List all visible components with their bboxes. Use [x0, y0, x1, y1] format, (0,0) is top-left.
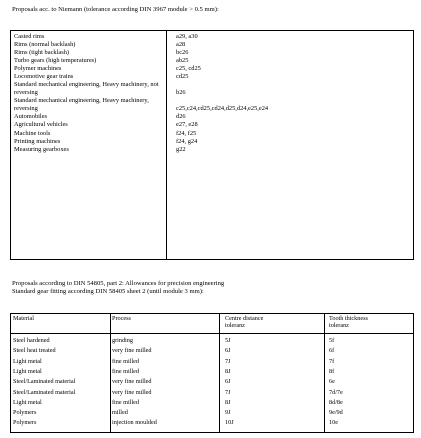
table-row	[11, 33, 413, 41]
material-cell: Light metal	[13, 398, 42, 406]
process-cell: very fine milled	[112, 388, 152, 396]
application-cell: Casted rims	[14, 33, 45, 40]
process-cell: very fine milled	[112, 347, 152, 355]
tooth-thickness-cell: 9e/9d	[329, 409, 343, 417]
material-cell: Polymers	[13, 409, 37, 417]
material-cell: Light metal	[13, 367, 42, 375]
material-cell: Steel/Laminated material	[13, 388, 76, 396]
process-cell: grinding	[112, 337, 133, 344]
table-row	[11, 57, 413, 65]
centre-distance-cell: 9J	[225, 409, 231, 417]
application-cell: Rims (normal backlash)	[14, 41, 76, 48]
application-cell: Rims (tight backlash)	[14, 49, 70, 56]
process-cell: fine milled	[112, 367, 139, 375]
tolerance-cell: c25, cd25	[176, 65, 201, 72]
table-row	[11, 49, 413, 57]
tooth-thickness-cell: 10e	[329, 419, 338, 427]
application-cell: Standard mechanical engineering, Heavy machinery, reversing	[14, 97, 149, 113]
centre-distance-cell: 10J	[225, 419, 234, 427]
tolerance-cell: c25,c24,cd25,cd24,d25,d24,e25,e24	[176, 105, 269, 112]
header-process: Process	[112, 315, 131, 322]
table-row	[11, 138, 413, 146]
application-cell: Machine tools	[14, 130, 51, 137]
application-cell: Standard mechanical engineering, Heavy machinery, not reversing	[14, 81, 159, 97]
material-cell: Light metal	[13, 357, 42, 365]
tooth-thickness-cell: 6f	[329, 347, 335, 355]
header-material: Material	[13, 315, 34, 322]
table-row	[11, 146, 413, 154]
centre-distance-cell: 7J	[225, 357, 231, 365]
section2-heading-line1: Proposals according to DIN 54805, part 2: Allowances for precision engineering	[12, 280, 225, 287]
tooth-thickness-cell: 8f	[329, 367, 335, 375]
application-cell: Printing machines	[14, 138, 61, 145]
process-cell: fine milled	[112, 357, 139, 365]
application-cell: Agricultural vehicles	[14, 121, 68, 128]
din-58405-tolerance-table	[10, 313, 414, 433]
column-divider	[219, 314, 220, 432]
process-cell: milled	[112, 409, 128, 417]
centre-distance-cell: 6J	[225, 347, 231, 355]
tolerance-cell: a28	[176, 41, 186, 48]
tooth-thickness-cell: 5f	[329, 337, 335, 344]
application-cell: Automobiles	[14, 113, 48, 120]
process-cell: very fine milled	[112, 378, 152, 386]
material-cell: Steel heat treated	[13, 347, 56, 355]
application-cell: Measuring gearboxes	[14, 146, 69, 153]
table-row	[11, 113, 413, 121]
centre-distance-cell: 7J	[225, 388, 231, 396]
application-cell: Turbo gears (high temperatures)	[14, 57, 97, 64]
tolerance-cell: g22	[176, 146, 186, 153]
header-centre-distance: Centre distance toleranz	[225, 315, 264, 329]
process-cell: injection moulded	[112, 419, 157, 427]
tooth-thickness-cell: 7d/7e	[329, 388, 343, 396]
application-cell: Locomotive gear trains	[14, 73, 74, 80]
tooth-thickness-cell: 6e	[329, 378, 335, 386]
table-row	[11, 130, 413, 138]
column-divider	[110, 314, 111, 432]
column-divider	[324, 314, 325, 432]
material-cell: Steel hardened	[13, 337, 50, 344]
table-row	[11, 41, 413, 49]
centre-distance-cell: 8J	[225, 367, 231, 375]
centre-distance-cell: 5J	[225, 337, 231, 344]
material-cell: Polymers	[13, 419, 37, 427]
header-divider	[11, 333, 413, 334]
section1-heading: Proposals acc. to Niemann (tolerance according DIN 3967 module > 0.5 mm):	[12, 6, 219, 13]
tooth-thickness-cell: 8d/8e	[329, 398, 343, 406]
tolerance-cell: e27, e28	[176, 121, 198, 128]
tolerance-cell: ab25	[176, 57, 189, 64]
centre-distance-cell: 6J	[225, 378, 231, 386]
material-cell: Steel/Laminated material	[13, 378, 76, 386]
tolerance-cell: a29, a30	[176, 33, 198, 40]
table-row	[11, 81, 413, 97]
tolerance-cell: b26	[176, 89, 186, 96]
table-row	[11, 73, 413, 81]
table-row	[11, 65, 413, 73]
process-cell: fine milled	[112, 398, 139, 406]
tolerance-cell: bc26	[176, 49, 189, 56]
table-row	[11, 97, 413, 113]
tolerance-cell: d26	[176, 113, 186, 120]
application-cell: Polymer machines	[14, 65, 62, 72]
tolerance-cell: f24, f25	[176, 130, 197, 137]
tolerance-cell: f24, g24	[176, 138, 198, 145]
centre-distance-cell: 8J	[225, 398, 231, 406]
tooth-thickness-cell: 7f	[329, 357, 335, 365]
header-tooth-thickness: Tooth thickness toleranz	[329, 315, 368, 329]
table-row	[11, 121, 413, 129]
section2-heading-line2: Standard gear fitting according DIN 58405 sheet 2 (until module 3 mm):	[12, 288, 204, 295]
tolerance-cell: cd25	[176, 73, 189, 80]
niemann-tolerance-table	[10, 30, 414, 260]
